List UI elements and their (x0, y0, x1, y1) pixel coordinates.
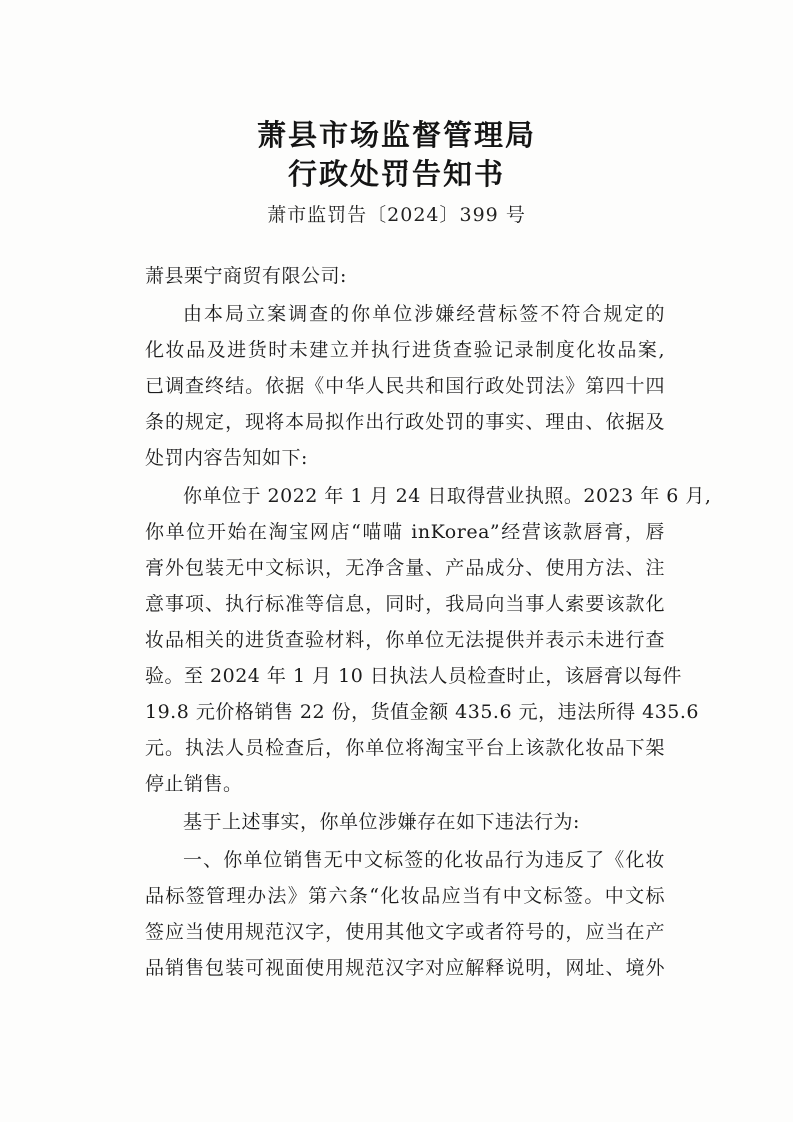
agency-title: 萧县市场监督管理局 (256, 118, 536, 152)
body-line: 由本局立案调查的你单位涉嫌经营标签不符合规定的 (183, 303, 665, 325)
body-line: 签应当使用规范汉字，使用其他文字或者符号的，应当在产 (145, 921, 665, 943)
body-line: 停止销售。 (145, 773, 243, 795)
body-line: 基于上述事实，你单位涉嫌存在如下违法行为: (183, 811, 580, 833)
body-line: 品标签管理办法》第六条“化妆品应当有中文标签。中文标 (145, 885, 665, 907)
body-line: 你单位开始在淘宝网店“喵喵 inKorea”经营该款唇膏，唇 (145, 521, 665, 543)
addressee: 萧县栗宁商贸有限公司: (145, 265, 347, 287)
body-line: 妆品相关的进货查验材料，你单位无法提供并表示未进行查 (145, 629, 665, 651)
document-number: 萧市监罚告〔2024〕399 号 (267, 204, 526, 226)
body-line: 膏外包装无中文标识，无净含量、产品成分、使用方法、注 (145, 557, 665, 579)
body-line: 化妆品及进货时未建立并执行进货查验记录制度化妆品案, (145, 339, 665, 361)
body-line: 意事项、执行标准等信息，同时，我局向当事人索要该款化 (145, 593, 665, 615)
body-line: 验。至 2024 年 1 月 10 日执法人员检查时止，该唇膏以每件 (145, 665, 682, 687)
body-line: 品销售包装可视面使用规范汉字对应解释说明，网址、境外 (145, 957, 665, 979)
body-line: 已调查终结。依据《中华人民共和国行政处罚法》第四十四 (145, 375, 665, 397)
body-line: 你单位于 2022 年 1 月 24 日取得营业执照。2023 年 6 月, (183, 485, 712, 507)
body-line: 一、你单位销售无中文标签的化妆品行为违反了《化妆 (183, 849, 665, 871)
body-line: 19.8 元价格销售 22 份，货值金额 435.6 元，违法所得 435.6 (145, 701, 700, 723)
body-line: 元。执法人员检查后，你单位将淘宝平台上该款化妆品下架 (145, 737, 665, 759)
document-type-title: 行政处罚告知书 (287, 157, 505, 191)
body-line: 处罚内容告知如下: (145, 447, 308, 469)
body-line: 条的规定，现将本局拟作出行政处罚的事实、理由、依据及 (145, 411, 665, 433)
